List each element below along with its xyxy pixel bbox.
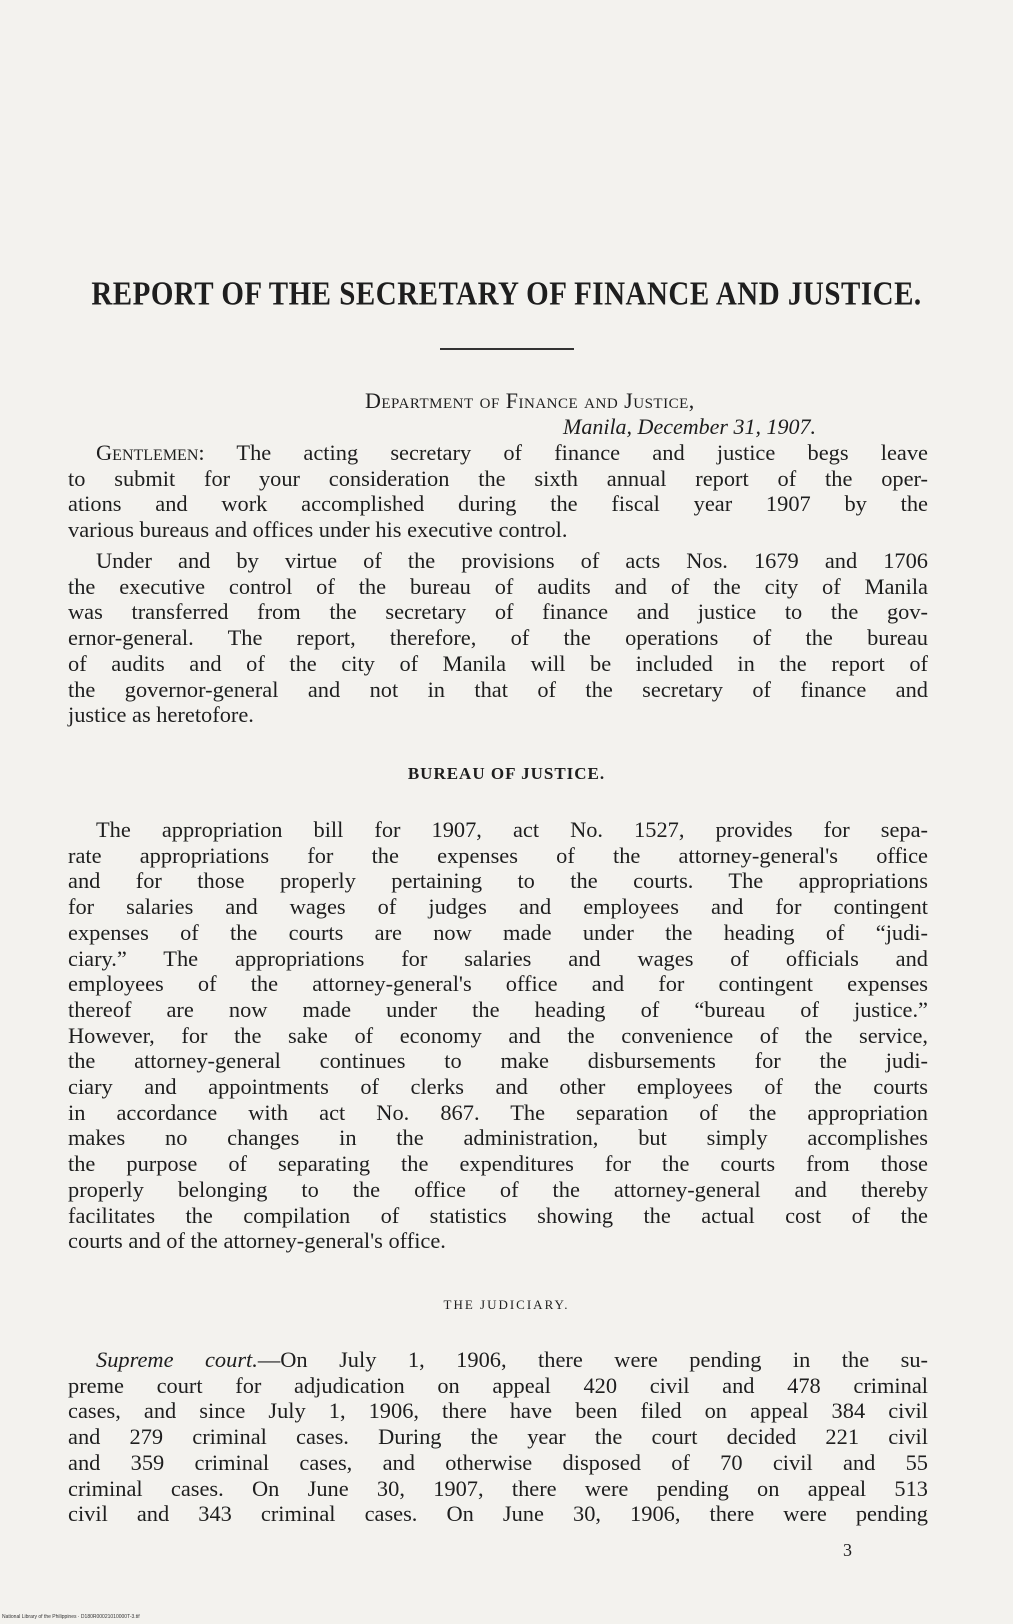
paragraph-line: properly belonging to the office of the attorney-general and thereby (68, 1176, 928, 1202)
paragraph-line: in accordance with act No. 867. The separation of the appropriation (68, 1099, 928, 1125)
report-title: REPORT OF THE SECRETARY OF FINANCE AND JUSTICE. (91, 275, 922, 313)
paragraph-line: employees of the attorney-general's office and for contingent expenses (68, 971, 928, 997)
paragraph-line: for salaries and wages of judges and employees and for contingent (68, 894, 928, 920)
paragraph-line: and 359 criminal cases, and otherwise disposed of 70 civil and 55 (68, 1449, 928, 1475)
paragraph-line: of audits and of the city of Manila will be included in the report of (68, 650, 928, 676)
paragraph-line: facilitates the compilation of statistics showing the actual cost of the (68, 1202, 928, 1228)
department-address: Department of Finance and Justice, (365, 388, 695, 413)
paragraph-line: Supreme court.—On July 1, 1906, there were pending in the su- (96, 1347, 928, 1372)
paragraph-line: the executive control of the bureau of audits and of the city of Manila (68, 573, 928, 599)
paragraph-line: rate appropriations for the expenses of the attorney-general's office (68, 842, 928, 868)
paragraph-line: justice as heretofore. (68, 702, 254, 728)
paragraph-line: expenses of the courts are now made under the heading of “judi- (68, 919, 928, 945)
supreme-court-lead: Supreme court. (96, 1347, 258, 1372)
paragraph-line: thereof are now made under the heading of “bureau of justice.” (68, 996, 928, 1022)
paragraph-line: civil and 343 criminal cases. On June 30, 1906, there were pending (68, 1501, 928, 1527)
title-rule (440, 348, 574, 350)
paragraph-line: The appropriation bill for 1907, act No. 1527, provides for sepa- (96, 817, 928, 842)
scan-footer: National Library of the Philippines · D180R00021010000T-3.tif (2, 1614, 140, 1620)
paragraph-line: the governor-general and not in that of the secretary of finance and (68, 676, 928, 702)
paragraph-intro (68, 440, 928, 543)
salutation: Gentlemen (96, 440, 199, 465)
paragraph-line: Gentlemen: The acting secretary of finance and justice begs leave (96, 440, 928, 465)
paragraph-line: makes no changes in the administration, but simply accomplishes (68, 1125, 928, 1151)
paragraph-line: the attorney-general continues to make disbursements for the judi- (68, 1048, 928, 1074)
paragraph-line: to submit for your consideration the sixth annual report of the oper- (68, 465, 928, 491)
section-heading-judiciary: THE JUDICIARY. (443, 1297, 570, 1312)
paragraph-line: various bureaus and offices under his executive control. (68, 517, 568, 543)
paragraph-line: and 279 criminal cases. During the year the court decided 221 civil (68, 1424, 928, 1450)
place-date: Manila, December 31, 1907. (563, 414, 816, 439)
paragraph-line: the purpose of separating the expenditures for the courts from those (68, 1151, 928, 1177)
paragraph-supreme-court (68, 1347, 928, 1527)
paragraph-acts (68, 548, 928, 728)
paragraph-line: ations and work accomplished during the fiscal year 1907 by the (68, 491, 928, 517)
section-heading-bureau: BUREAU OF JUSTICE. (407, 764, 606, 783)
paragraph-line: courts and of the attorney-general's office. (68, 1228, 446, 1254)
paragraph-line: ciary.” The appropriations for salaries and wages of officials and (68, 945, 928, 971)
paragraph-line: was transferred from the secretary of finance and justice to the gov- (68, 599, 928, 625)
paragraph-appropriation (68, 817, 928, 1254)
paragraph-line: ciary and appointments of clerks and other employees of the courts (68, 1074, 928, 1100)
paragraph-line: and for those properly pertaining to the courts. The appropriations (68, 868, 928, 894)
paragraph-line: ernor-general. The report, therefore, of the operations of the bureau (68, 625, 928, 651)
paragraph-line: However, for the sake of economy and the convenience of the service, (68, 1022, 928, 1048)
paragraph-line: cases, and since July 1, 1906, there have been filed on appeal 384 civil (68, 1398, 928, 1424)
paragraph-line: preme court for adjudication on appeal 420 civil and 478 criminal (68, 1372, 928, 1398)
paragraph-line: Under and by virtue of the provisions of acts Nos. 1679 and 1706 (96, 548, 928, 573)
page-number: 3 (843, 1540, 852, 1560)
paragraph-line: criminal cases. On June 30, 1907, there were pending on appeal 513 (68, 1475, 928, 1501)
